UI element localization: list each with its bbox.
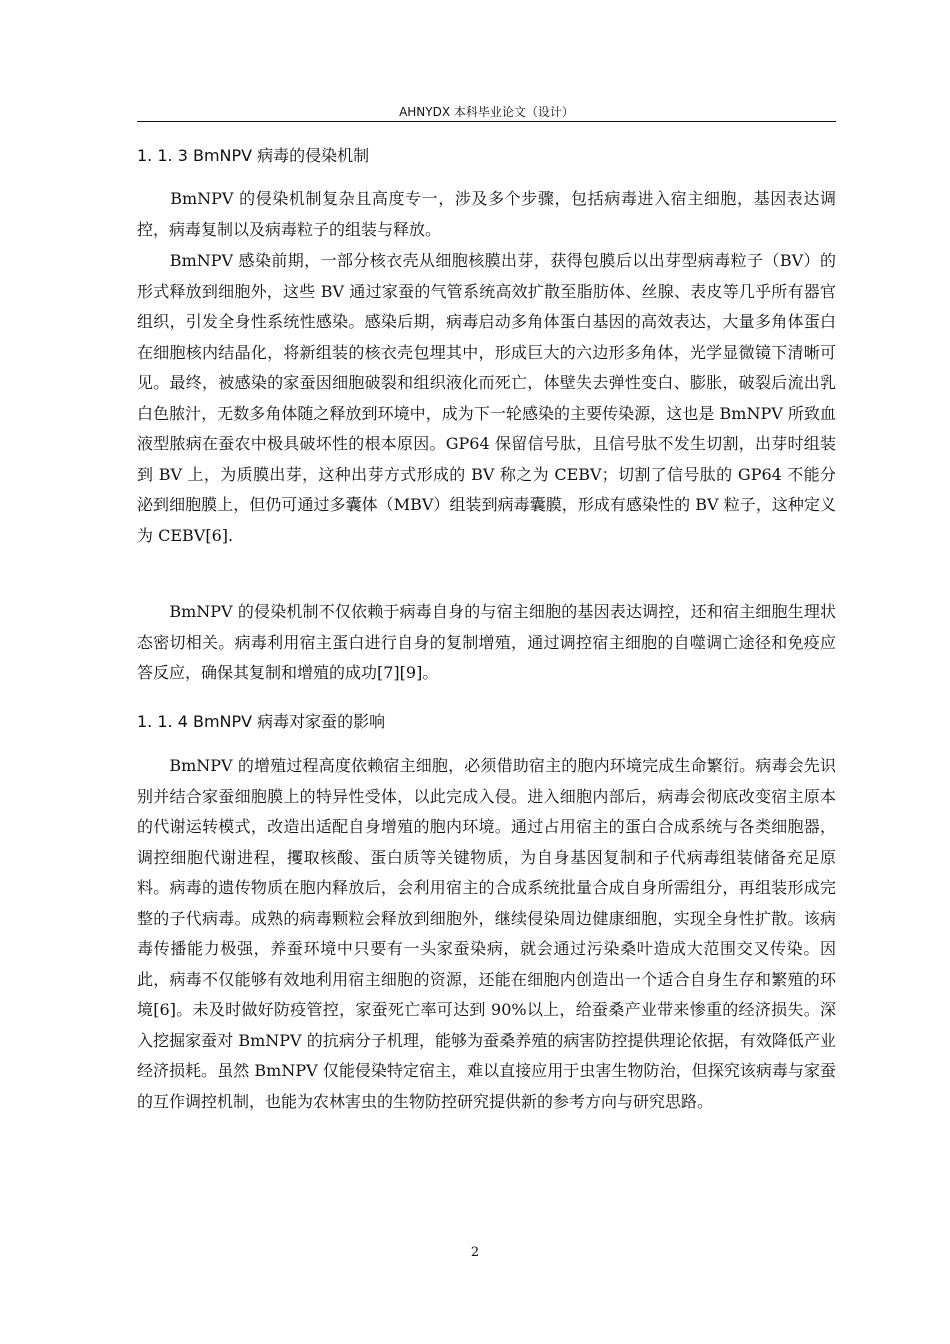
paragraph-virus-effect: BmNPV 的增殖过程高度依赖宿主细胞，必须借助宿主的胞内环境完成生命繁衍。病毒会先识别并结合家蚕细胞膜上的特异性受体，以此完成入侵。进入细胞内部后，病毒会彻底改变宿主原本的代谢运转模式，改造出适配自身增殖的胞内环境。通过占用宿主的蛋白合成系统与各类细胞器，调控细胞代谢进程，攫取核酸、蛋白质等关键物质，为自身基因复制和子代病毒组装储备充足原料。病毒的遗传物质在胞内释放后，会利用宿主的合成系统批量合成自身所需组分，再组装形成完整的子代病毒。成熟的病毒颗粒会释放到细胞外，继续侵染周边健康细胞，实现全身性扩散。该病毒传播能力极强，养蚕环境中只要有一头家蚕染病，就会通过污染桑叶造成大范围交叉传染。因此，病毒不仅能够有效地利用宿主细胞的资源，还能在细胞内创造出一个适合自身生存和繁殖的环境[6]。未及时做好防疫管控，家蚕死亡率可达到 90%以上，给蚕桑产业带来惨重的经济损失。深入挖掘家蚕对 BmNPV 的抗病分子机理，能够为蚕桑养殖的病害防控提供理论依据，有效降低产业经济损耗。虽然 BmNPV 仅能侵染特定宿主，难以直接应用于虫害生物防治，但探究该病毒与家蚕的互作调控机制，也能为农林害虫的生物防控研究提供新的参考方向与研究思路。 [137, 756, 836, 1111]
section-heading-1-1-3: 1. 1. 3 BmNPV 病毒的侵染机制 [137, 146, 370, 165]
paragraph-host-regulation: BmNPV 的侵染机制不仅依赖于病毒自身的与宿主细胞的基因表达调控，还和宿主细胞生理状态密切相关。病毒利用宿主蛋白进行自身的复制增殖，通过调控宿主细胞的自噬调亡途径和免疫应答反应，确保其复制和增殖的成功[7][9]。 [137, 602, 836, 682]
paragraph-infection-process: BmNPV 感染前期，一部分核衣壳从细胞核膜出芽，获得包膜后以出芽型病毒粒子（BV）的形式释放到细胞外，这些 BV 通过家蚕的气管系统高效扩散至脂肪体、丝腺、表皮等几乎所有器官组织，引发全身性系统性感染。感染后期，病毒启动多角体蛋白基因的高效表达，大量多角体蛋白在细胞核内结晶化，将新组装的核衣壳包埋其中，形成巨大的六边形多角体，光学显微镜下清晰可见。最终，被感染的家蚕因细胞破裂和组织液化而死亡，体壁失去弹性变白、膨胀，破裂后流出乳白色脓汁，无数多角体随之释放到环境中，成为下一轮感染的主要传染源，这也是 BmNPV 所致血液型脓病在蚕农中极具破坏性的根本原因。GP64 保留信号肽，且信号肽不发生切割，出芽时组装到 BV 上，为质膜出芽，这种出芽方式形成的 BV 称之为 CEBV；切割了信号肽的 GP64 不能分泌到细胞膜上，但仍可通过多囊体（MBV）组装到病毒囊膜，形成有感染性的 BV 粒子，这种定义为 CEBV[6]. [137, 251, 836, 545]
section-heading-1-1-4: 1. 1. 4 BmNPV 病毒对家蚕的影响 [137, 712, 386, 731]
page-number: 2 [470, 1245, 480, 1260]
header-rule [137, 121, 836, 122]
page-header: AHNYDX 本科毕业论文（设计） [399, 105, 574, 119]
paragraph-infection-overview: BmNPV 的侵染机制复杂且高度专一，涉及多个步骤，包括病毒进入宿主细胞，基因表达调控，病毒复制以及病毒粒子的组装与释放。 [137, 189, 836, 239]
